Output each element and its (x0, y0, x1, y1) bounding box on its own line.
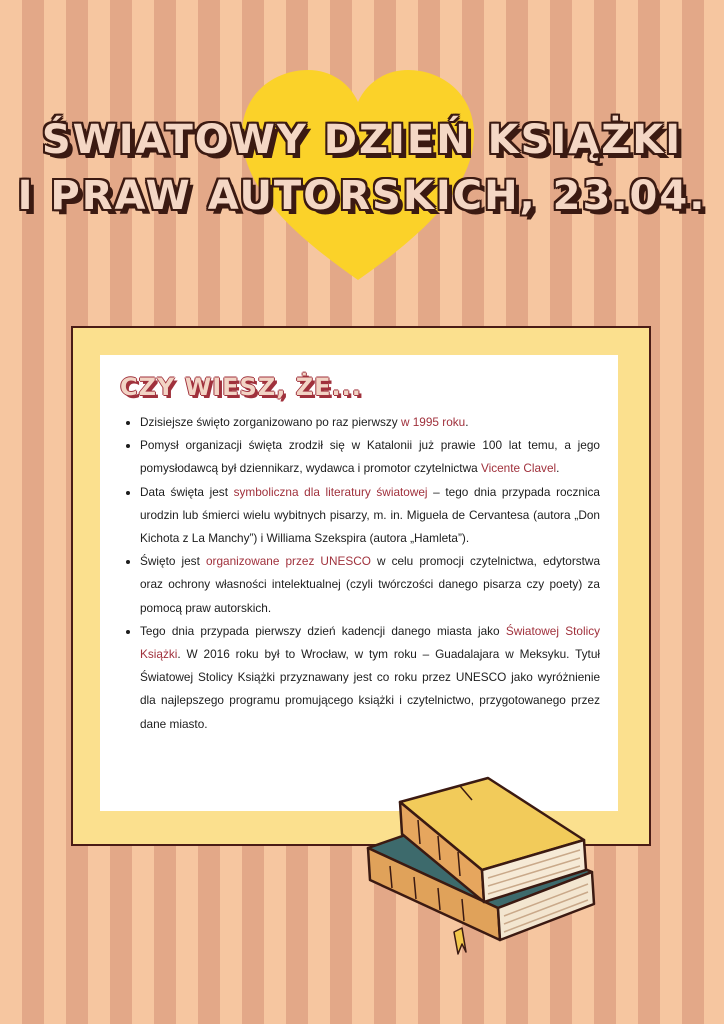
facts-list (120, 411, 600, 736)
item-text: . (556, 461, 560, 476)
item-text: Pomysł organizacji święta zrodził się w Katalonii już prawie 100 lat temu, a jego pomysłodawcą był dziennikarz, wydawca i promotor czytelnictwa (140, 438, 600, 476)
title-line-1: ŚWIATOWY DZIEŃ KSIĄŻKI (41, 117, 683, 163)
title-line-2: I PRAW AUTORSKICH, 23.04. (17, 173, 707, 219)
item-text: Tego dnia przypada pierwszy dzień kadencji danego miasta jako (140, 623, 506, 638)
item-highlight: organizowane przez UNESCO (205, 554, 371, 569)
item-highlight: Vicente Clavel (480, 461, 557, 476)
list-item (140, 620, 600, 736)
info-card (100, 355, 618, 811)
item-text: Dzisiejsze święto zorganizowano po raz pierwszy (140, 415, 401, 429)
item-text: . (465, 415, 469, 429)
list-item (140, 411, 600, 434)
list-item (140, 481, 600, 551)
item-text: Data święta jest (140, 484, 234, 499)
item-highlight: w 1995 roku (400, 415, 466, 429)
item-text: Święto jest (140, 554, 206, 569)
card-heading: CZY WIESZ, ŻE... (120, 373, 362, 401)
page-title (0, 112, 724, 224)
item-highlight: symboliczna dla literatury światowej (233, 484, 428, 499)
item-text: w celu promocji czytelnictwa, edytorstwa oraz ochrony własności intelektualnej (czyli twórczości danego pisarza czy poety) za pomocą praw autorskich. (140, 554, 600, 615)
list-item (140, 434, 600, 480)
item-text: – tego dnia przypada rocznica urodzin lub śmierci wielu wybitnych pisarzy, m. in. Miguela de Cervantesa (autora „Don Kichota z La Manchy”) i Williama Szekspira (autora „Hamleta”). (140, 484, 600, 546)
item-highlight: Światowej Stolicy Książki (140, 623, 600, 662)
books-illustration (362, 776, 598, 956)
item-text: . W 2016 roku był to Wrocław, w tym roku – Guadalajara w Meksyku. Tytuł Światowej Stolicy Książki przyznawany jest co roku przez UNESCO jako wyróżnienie dla najlepszego programu promującego książki i czytelnictwo, przygotowanego przez dane miasto. (140, 647, 600, 731)
list-item (140, 550, 600, 620)
